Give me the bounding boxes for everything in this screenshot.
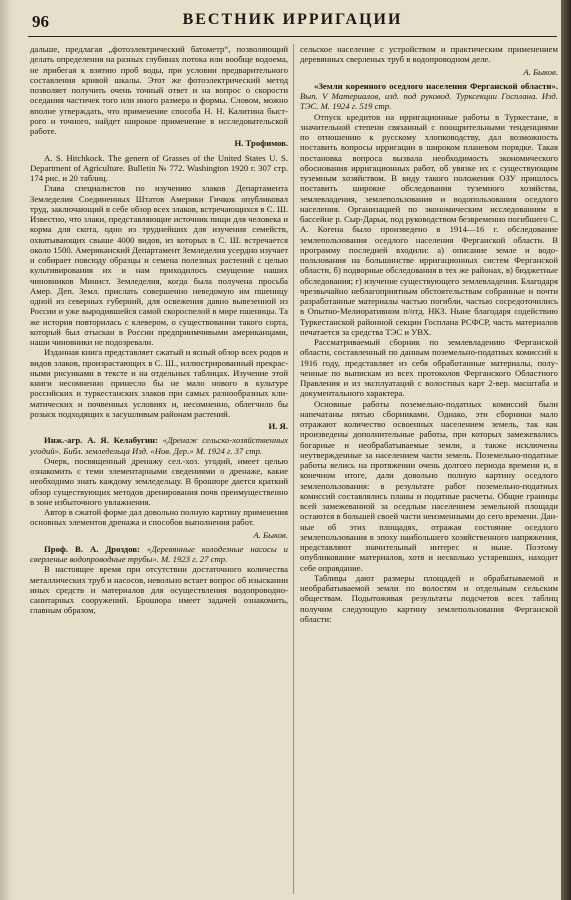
review-title-bold: «Земли коренного оседлого населения Ферганской области». bbox=[314, 80, 558, 91]
review-title: «Дренаж сельско-хозяйственных угодий». Библ. земледельца Изд. «Нов. Дер.» М. 1924 г. 37 стр. bbox=[30, 435, 289, 456]
review-heading bbox=[300, 81, 558, 112]
right-column bbox=[300, 44, 558, 624]
page-edge bbox=[561, 0, 571, 900]
paragraph: В настоящее время при отсутствии достаточного количества металлических труб и насосов, невольно встает вопрос об изыскании иных средств и материалов для осуществления водопроводно-санитарных сооружений. Брошюра имеет задачей ознакомить, главным образом, bbox=[30, 564, 288, 616]
paragraph: Рассматриваемый сборник по землевладению Ферганской области, составленный по данным поземельно-податных комиссий к 1916 году, представляет из себя обработанные материалы, полученные по выпискам из всех протоколов Ферганского Областного Правления и из эксплуатаций с волостных карт 2-вер. масштаба и документального характера. bbox=[300, 337, 558, 399]
review-signature: А. Быков. bbox=[523, 66, 558, 77]
paragraph: Глава специалистов по изучению злаков Департамента Земледелия Соединенных Штатов Америки Гичкок опубликовал труд, заключающий в себе обзор всех злаков, встречающихся в С. Ш. Известно, что злаки, представляющие источник пищи для человека и корма для скота, одно из труднейших для изучения семейств, охватывающих свыше 4000 видов, из которых в С. Ш. встречается около 1500. Американский Департамент Земледелия усердно изучает и собирает повсюду образцы и семена полезных растений с целью культивирования их и нам приходилось смущение наших чиновников Минист. Земледелия, когда была получена просьба Амер. Деп. Земл. прислать совершенно неведомую им пшеницу одной из северных губерний, для освежения давно вывезенной из России и уже выродившейся самой скороспелой в мире пшеницы. Та же история повторилась с клевером, о существовании такого сорта, который был отыскан в России предприимчивыми американцами, наши чиновники не подозревали. bbox=[30, 183, 288, 347]
paragraph: Таблицы дают размеры площадей и обрабатываемой и необрабатываемой земли по волостям и отдельным сельским обществам. Подытоживая результаты подсчетов всех таблиц получим следующую картину землепользования Ферганской области: bbox=[300, 572, 558, 624]
review-author: Проф. В. А. Дроздов: bbox=[44, 543, 140, 554]
paragraph: сельское население с устройством и практическим применением деревянных сверленых труб в водопроводном деле. bbox=[300, 44, 558, 65]
column-divider bbox=[293, 44, 294, 894]
page-header bbox=[28, 10, 557, 37]
review-heading bbox=[30, 544, 288, 565]
paragraph: дальше, предлагая „фотоэлектрический батометр“, позволяющий делать определения на разных глубинах потока или вообще водоема, не прибегая к взятию проб воды, при условии предварительного составления кривой шкалы. Этот же фотоэлектрический метод позволяет получить очень точный ответ и на вопрос о скорости оседания частичек того или иного размера и формы. Словом, можно вполне утверждать, что применение способа Н. Н. Калитина быстрого и точного, найдет широкое применение в исследовательской работе. bbox=[30, 44, 288, 136]
left-column bbox=[30, 44, 288, 616]
review-heading bbox=[30, 435, 288, 456]
paragraph: Изданная книга представляет сжатый и ясный обзор всех родов и видов злаков, произрастающих в С. Ш., иллюстрированный прекрасными рисунками в тексте и на отдельных таблицах. Изучение этой книги несомненно принесло бы не мало нового в культуре российских и туркестанских злаков при самых разнообразных климатических и почвенных условиях и, несомненно, облегчило бы розыск подходящих к засушливым районам растений. bbox=[30, 347, 288, 419]
review-heading: A. S. Hitchkock. The genern of Grasses of the United States U. S. Department of Agriculture. Bulletin № 772. Washington 1920 г. 307 стр. 174 рис. и 20 таблиц. bbox=[30, 152, 288, 183]
review-signature: Н. Трофимов. bbox=[234, 138, 288, 149]
review-title: Вып. V Материалов, изд. под руковод. Турксекции Госплана. Изд. ТЭС. М. 1924 г. 519 стр. bbox=[300, 91, 558, 112]
page-number: 96 bbox=[32, 12, 49, 31]
review-author: Инж.-агр. А. Я. Келабугин: bbox=[44, 435, 158, 446]
journal-title: ВЕСТНИК ИРРИГАЦИИ bbox=[182, 11, 403, 28]
page-gutter-shadow bbox=[0, 0, 12, 900]
review-signature: А. Быков. bbox=[253, 529, 288, 540]
paragraph: Очерк, посвященный дренажу сел.-хоз. угодий, имеет целью ознакомить с теми элементарными сведениями о дренаже, какие необходимо знать каждому земледельцу. В брошюре дается краткий обзор существующих методов дренирования почв преимущественно в зоне избыточного увлажнения. bbox=[30, 455, 288, 507]
review-signature: И. Я. bbox=[268, 421, 288, 431]
paragraph: Основные работы поземельно-податных комиссий были напечатаны пятью сборниками. Однако, эти сборники мало отражают количество освоенных населением земель, так как произведены дополнительные работы, при которых замежевались богарные и необрабатываемые земли, а также исключены неутвержденные за населением части земель. Поземельно-податные работы велись на протяжении очень долгого периода времени и, в конечном итоге, дали довольно полную картину оседлого землепользования: в результате работ поземельно-податных комиссий составлялись планы и податные расчеты. Общие границы всей замежеванной за оседлым населением земельной площади остаются в большей своей части неизменными до сего времени. Данные об этих площадях, отражая состояние оседлого землепользования в эпоху наибольшего хозяйственного напряжения, представляют значительный интерес и ныне. Поэтому опубликование материалов, хотя и несколько устаревших, находит себе оправдание. bbox=[300, 398, 558, 573]
review-title: «Деревянные колодезные насосы и сверленые водопроводные трубы». М. 1923 г. 27 стр. bbox=[30, 543, 288, 564]
paragraph: Автор в сжатой форме дал довольно полную картину применения основных элементов дренажа и способов выполнения работ. bbox=[30, 507, 288, 528]
paragraph: Отпуск кредитов на ирригационные работы в Туркестане, в значительной степени связанный с поощрительными тенденциями по отношению к русскому хлопководству, дал возможность поставить вопросы ирригации в широком планевом порядке. Такая постановка вопроса вызвала необходимость экономического обоснования ирригационных работ, об увязке их с существующим туземным хозяйством. В виду такого положения ОЗУ пришлось поставить широкие обследования туземного хозяйства, землевладения, землепользования и водопользования оседлого населения. Организацией по экономическим исследованиям в бассейне р. Сыр-Дарьи, под руководством безвременно погибшего С. А. Когена было произведено в 1914—16 г. обследование землепользования оседлого населения Ферганской области. В программу последней входили: а) описание земле и водо-пользования на большинстве ирригационных систем Ферганской области, б) подворные обследования в тех же районах, в) бюджетные обследования; г) изучение существующего землевладения. Благодаря чрезвычайно неблагоприятным обстоятельствам собранные и почти разработанные материалы частью погибли, частью сосредоточились в Опытно-Мелиоративном п/отд. НКЗ. Ныне благодаря содействию Туркестанской районной секции Госплана РСФСР, часть материалов печатается за средства ТЭС и УВХ. bbox=[300, 111, 558, 337]
